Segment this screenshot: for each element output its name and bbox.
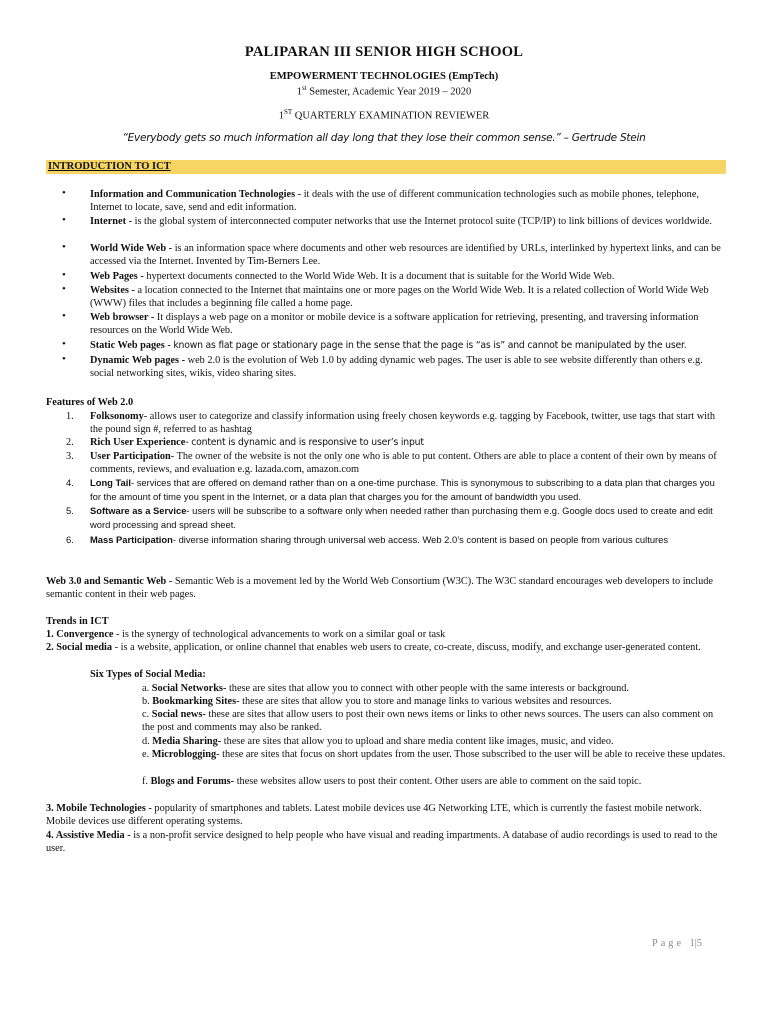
web20-heading: Features of Web 2.0: [46, 397, 134, 408]
numbered-item: 3. User Participation- The owner of the website is not the only one who is able to put content. Others are able to place a content of their own by means of comments, reviews, and evaluation e.g. lazada.com, amazon.com: [66, 451, 717, 476]
subject-title: EMPOWERMENT TECHNOLOGIES (EmpTech): [269, 71, 499, 82]
section-banner: [46, 160, 726, 174]
bullet-item: • World Wide Web - is an information space where documents and other web resources are identified by URLs, interlinked by hypertext links, and can be accessed via the Internet. Invented by Tim-Berners Lee.: [62, 241, 721, 268]
quote: “Everybody gets so much information all day long that they lose their common sense.” – Gertrude Stein: [122, 132, 646, 144]
trend-mobile: 3. Mobile Technologies - popularity of smartphones and tablets. Latest mobile devices use 4G Networking LTE, which is currently the fastest mobile network. Mobile devices use different operating systems.: [46, 803, 702, 828]
social-type-item: f. Blogs and Forums- these websites allow users to post their content. Other users are able to comment on the said topic.: [142, 776, 642, 787]
exam-title: 1ST QUARTERLY EXAMINATION REVIEWER: [278, 108, 490, 122]
trend-convergence: 1. Convergence - is the synergy of technological advancements to work on a similar goal or task: [46, 629, 446, 640]
bullet-item: • Static Web pages - known as flat page or stationary page in the sense that the page is “as is” and cannot be manipulated by the user.: [62, 338, 687, 351]
bullet-item: • Web Pages - hypertext documents connected to the World Wide Web. It is a document that is suitable for the World Wide Web.: [62, 269, 615, 282]
school-name: PALIPARAN III SENIOR HIGH SCHOOL: [244, 44, 524, 60]
numbered-item: 1. Folksonomy- allows user to categorize and classify information using freely chosen keywords e.g. tagging by Facebook, twitter, use tags that start with the pound sign #, referred to as hashtag: [66, 411, 715, 436]
numbered-item: 2. Rich User Experience- content is dynamic and is responsive to user’s input: [66, 437, 424, 448]
bullet-item: • Dynamic Web pages - web 2.0 is the evolution of Web 1.0 by adding dynamic web pages. The user is able to see website differently than others e.g. social networking sites, wikis, video sharing sites.: [62, 353, 703, 380]
bullet-item: • Internet - is the global system of interconnected computer networks that use the Internet protocol suite (TCP/IP) to link billions of devices worldwide.: [62, 214, 712, 227]
trend-assistive: 4. Assistive Media - is a non-profit service designed to help people who have visual and reading impartments. A database of audio recordings is used to read to the user.: [46, 830, 718, 855]
section-title: INTRODUCTION TO ICT: [48, 161, 171, 172]
social-type-item: b. Bookmarking Sites- these are sites that allow you to store and manage links to various websites and resources.: [142, 696, 612, 707]
numbered-item: 5. Software as a Service- users will be subscribe to a software only when needed rather than purchasing them e.g. Google docs used to create and edit word processing and spread sheet.: [66, 505, 713, 531]
web30-paragraph: Web 3.0 and Semantic Web - Semantic Web is a movement led by the World Web Consortium (W3C). The W3C standard encourages web developers to include semantic content in their web pages.: [46, 576, 713, 601]
bullet-item: • Information and Communication Technologies - it deals with the use of different communication technologies such as mobile phones, telephone, Internet to locate, save, send and edit information.: [62, 187, 699, 214]
numbered-item: 6. Mass Participation- diverse information sharing through universal web access. Web 2.0’s content is based on people from various cultures: [66, 534, 669, 545]
social-type-item: e. Microblogging- these are sites that focus on short updates from the user. Those subscribed to the user will be able to receive these updates.: [142, 749, 726, 760]
social-type-item: c. Social news- these are sites that allow users to post their own news items or links to other news sources. The users can also comment on the post and comments may also be ranked.: [142, 709, 714, 734]
bullet-item: • Websites - a location connected to the Internet that maintains one or more pages on the World Wide Web. It is a related collection of World Wide Web (WWW) files that includes a beginning file called a home page.: [62, 283, 709, 310]
page-footer: Page 1|5: [652, 938, 702, 949]
six-types-heading: Six Types of Social Media:: [90, 669, 206, 680]
trend-social-media: 2. Social media - is a website, application, or online channel that enables web users to create, co-create, discuss, modify, and exchange user-generated content.: [46, 642, 701, 653]
social-type-item: d. Media Sharing- these are sites that allow you to upload and share media content like images, music, and video.: [142, 736, 614, 747]
numbered-item: 4. Long Tail- services that are offered on demand rather than on a one-time purchase. This is synonymous to subscribing to a data plan that charges you for the amount of time you spent in the Internet, or a data plan that charges you for the amount of bandwidth you used.: [66, 477, 715, 503]
social-type-item: a. Social Networks- these are sites that allow you to connect with other people with the same interests or background.: [142, 683, 629, 694]
trends-heading: Trends in ICT: [46, 616, 109, 627]
bullet-item: • Web browser - It displays a web page on a monitor or mobile device is a software application for retrieving, presenting, and traversing information resources on the World Wide Web.: [62, 310, 699, 337]
semester-line: 1st Semester, Academic Year 2019 – 2020: [296, 84, 472, 98]
